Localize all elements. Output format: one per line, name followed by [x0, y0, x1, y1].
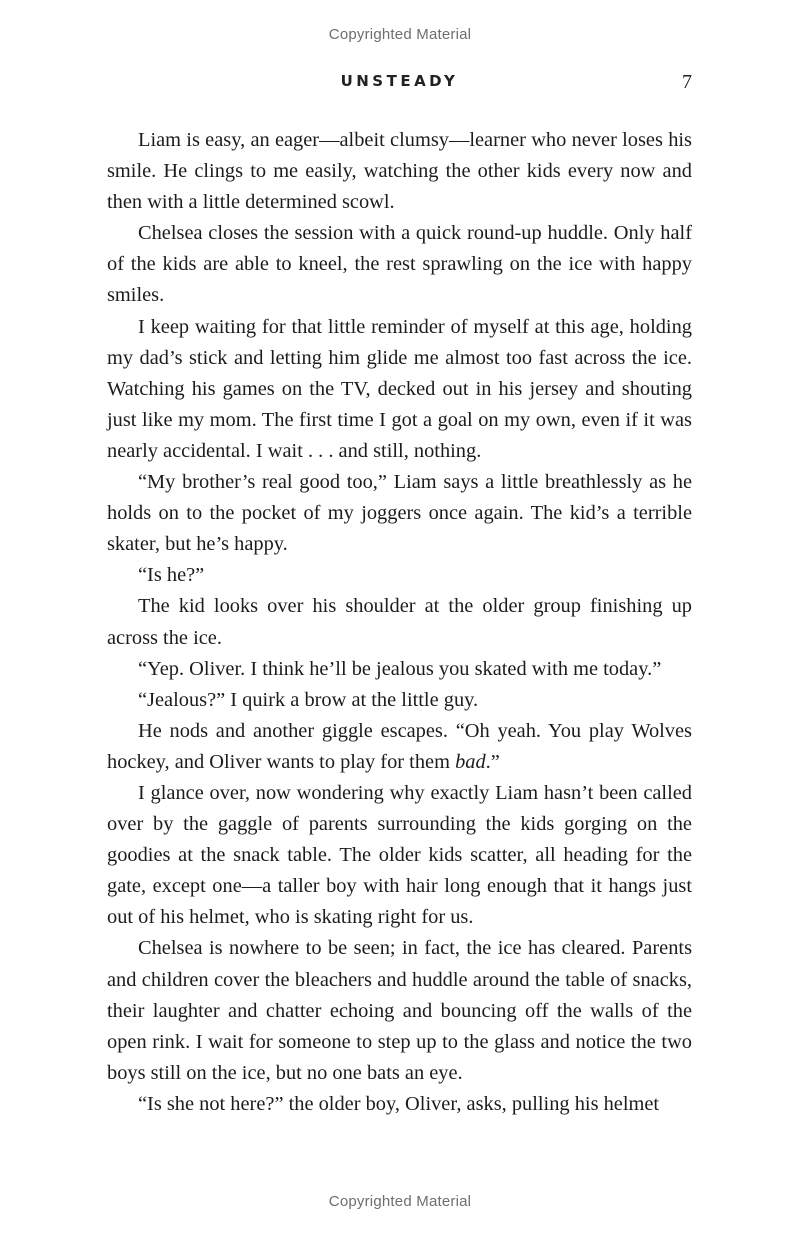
- copyright-watermark-top: Copyrighted Material: [328, 26, 472, 43]
- paragraph-text: He nods and another giggle escapes. “Oh yeah. You play Wolves hockey, and Oliver wants to play for them: [107, 719, 692, 773]
- paragraph: Chelsea closes the session with a quick round-up huddle. Only half of the kids are able to kneel, the rest sprawling on the ice with happy smiles.: [107, 222, 692, 307]
- running-title: UNSTEADY: [340, 72, 459, 90]
- paragraph: [107, 716, 692, 778]
- paragraph: The kid looks over his shoulder at the older group finishing up across the ice.: [107, 595, 692, 649]
- emphasized-word: bad: [455, 750, 486, 773]
- page-number: 7: [682, 71, 692, 93]
- paragraph: “Jealous?” I quirk a brow at the little guy.: [138, 688, 479, 711]
- running-head: [107, 72, 692, 96]
- paragraph-text: .”: [485, 750, 500, 773]
- paragraph: I keep waiting for that little reminder of myself at this age, holding my dad’s stick and letting him glide me almost too fast across the ice. Watching his games on the TV, decked out in his jersey and shouting just like my mom. The first time I got a goal on my own, even if it was nearly accidental. I wait . . . and still, nothing.: [107, 315, 692, 462]
- paragraph: “Is she not here?” the older boy, Oliver, asks, pulling his helmet: [138, 1092, 660, 1115]
- body-text: [107, 125, 692, 1120]
- copyright-watermark-bottom: Copyrighted Material: [328, 1193, 472, 1210]
- paragraph: I glance over, now wondering why exactly Liam hasn’t been called over by the gaggle of parents surrounding the kids gorging on the goodies at the snack table. The older kids scatter, all heading for the gate, except one—a taller boy with hair long enough that it hangs just out of his helmet, who is skating right for us.: [107, 781, 692, 929]
- paragraph: Liam is easy, an eager—albeit clumsy—learner who never loses his smile. He clings to me easily, watching the other kids every now and then with a little determined scowl.: [107, 129, 692, 214]
- paragraph: “Yep. Oliver. I think he’ll be jealous you skated with me today.”: [138, 657, 662, 680]
- paragraph: Chelsea is nowhere to be seen; in fact, the ice has cleared. Parents and children cover the bleachers and huddle around the table of snacks, their laughter and chatter echoing and bouncing off the walls of the open rink. I wait for someone to step up to the glass and notice the two boys still on the ice, but no one bats an eye.: [107, 937, 692, 1084]
- paragraph: “My brother’s real good too,” Liam says a little breathlessly as he holds on to the pocket of my joggers once again. The kid’s a terrible skater, but he’s happy.: [107, 471, 692, 556]
- paragraph: “Is he?”: [138, 564, 205, 587]
